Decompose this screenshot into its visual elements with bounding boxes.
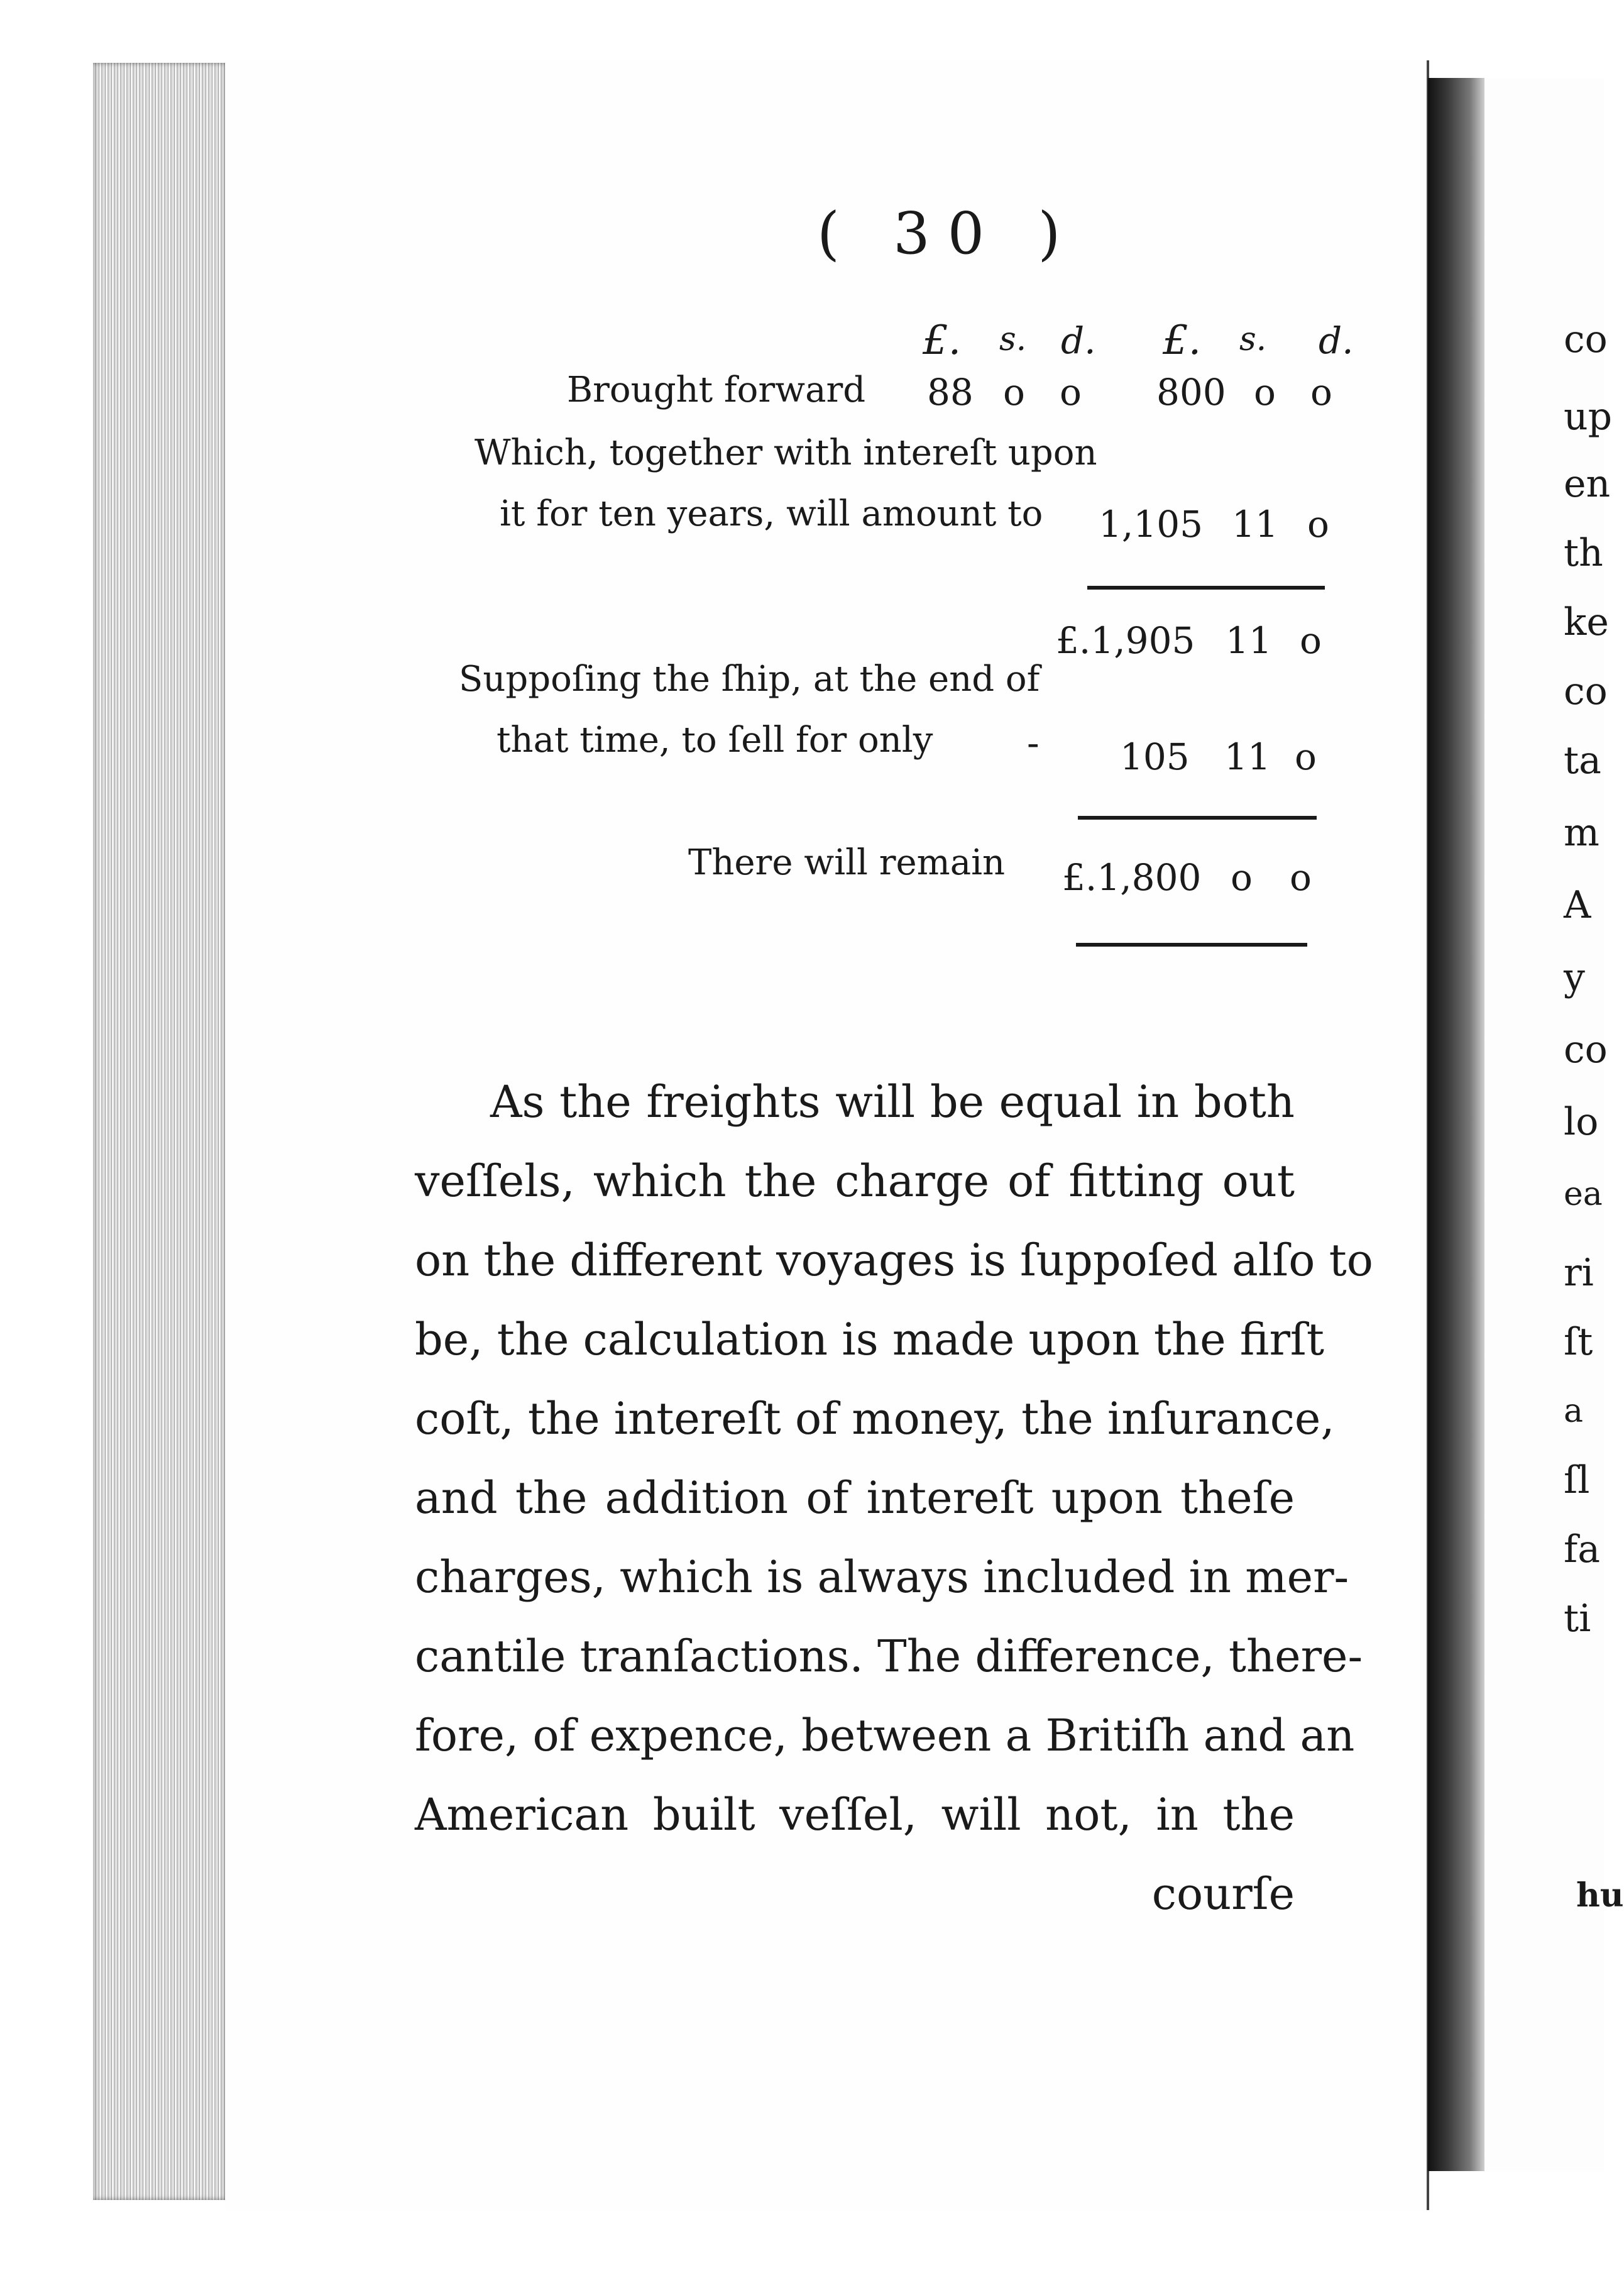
sale-pence: o xyxy=(1295,735,1317,778)
facing-page-fragment: lo xyxy=(1564,1100,1599,1144)
body-line: charges, which is always included in mer- xyxy=(415,1551,1349,1603)
facing-page-fragment: ti xyxy=(1564,1597,1591,1641)
brought-forward-pounds-2: 800 xyxy=(1156,371,1226,414)
header-shillings-1: s. xyxy=(999,321,1027,358)
page-number: ( 30 ) xyxy=(817,200,1078,267)
facing-page-fragment: co xyxy=(1564,669,1608,713)
facing-page-fragment: m xyxy=(1564,811,1599,855)
facing-page-fragment: co xyxy=(1564,317,1608,361)
header-shillings-2: s. xyxy=(1239,321,1267,358)
label-sale-line1: Suppoſing the ſhip, at the end of xyxy=(459,659,1040,700)
facing-page-fragment: ri xyxy=(1564,1251,1594,1295)
sale-shillings: 11 xyxy=(1224,735,1271,778)
facing-page-catchword: hu xyxy=(1576,1876,1624,1915)
total-pounds: £.1,905 xyxy=(1056,619,1195,662)
brought-forward-shillings-2: o xyxy=(1254,371,1276,414)
facing-page-fragment: th xyxy=(1564,531,1603,575)
facing-page-fragment: ta xyxy=(1564,739,1601,783)
body-line: American built veſſel, will not, in the xyxy=(415,1789,1295,1840)
body-line: fore, of expence, between a Britiſh and an xyxy=(415,1710,1355,1761)
facing-page-fragment: up xyxy=(1564,395,1613,439)
total-shillings: 11 xyxy=(1226,619,1272,662)
header-pence-2: d. xyxy=(1319,319,1354,362)
label-interest-line2: it for ten years, will amount to xyxy=(500,493,1043,534)
remainder-pence: o xyxy=(1290,856,1312,899)
body-paragraph xyxy=(415,1062,1373,1933)
facing-page-fragment: ea xyxy=(1564,1175,1603,1213)
total-pence: o xyxy=(1300,619,1322,662)
body-line: on the different voyages is ſuppoſed alſo to xyxy=(415,1235,1373,1286)
brought-forward-pounds-1: 88 xyxy=(927,371,974,414)
facing-page-fragment: en xyxy=(1564,462,1611,506)
header-pounds-1: £. xyxy=(923,317,962,364)
brought-forward-pence-1: o xyxy=(1060,371,1082,414)
body-line: and the addition of intereſt upon theſe xyxy=(415,1472,1295,1524)
label-interest-line1: Which, together with intereſt upon xyxy=(475,432,1097,473)
sale-pounds: 105 xyxy=(1120,735,1190,778)
facing-page-fragment: co xyxy=(1564,1028,1608,1072)
facing-page-fragment: A xyxy=(1564,883,1591,927)
body-line: veſſels, which the charge of fitting out xyxy=(415,1155,1295,1207)
interest-pounds: 1,105 xyxy=(1099,503,1204,546)
label-sale-line2: that time, to ſell for only xyxy=(497,720,933,761)
label-remainder: There will remain xyxy=(688,842,1006,883)
facing-page-fragment: ſl xyxy=(1564,1458,1590,1502)
label-brought-forward: Brought forward xyxy=(567,370,866,410)
catchword: courſe xyxy=(1151,1868,1295,1920)
facing-page-fragment: fa xyxy=(1564,1527,1600,1571)
body-line: be, the calculation is made upon the firſt xyxy=(415,1314,1324,1365)
body-line: cantile tranſactions. The difference, there- xyxy=(415,1631,1363,1682)
remainder-pounds: £.1,800 xyxy=(1062,856,1202,899)
remainder-shillings: o xyxy=(1231,856,1253,899)
brought-forward-pence-2: o xyxy=(1310,371,1332,414)
page-edges xyxy=(93,63,226,2200)
facing-page-fragment: a xyxy=(1564,1392,1584,1430)
header-pounds-2: £. xyxy=(1163,317,1202,364)
header-pence-1: d. xyxy=(1061,319,1096,362)
body-line: As the freights will be equal in both xyxy=(490,1076,1295,1128)
brought-forward-shillings-1: o xyxy=(1003,371,1025,414)
sum-rule-3 xyxy=(1076,943,1307,947)
sum-rule-2 xyxy=(1078,816,1317,820)
facing-page-fragment: y xyxy=(1564,955,1585,999)
body-line: coſt, the intereſt of money, the inſurance, xyxy=(415,1393,1335,1444)
book-gutter xyxy=(1428,78,1484,2171)
sum-rule-1 xyxy=(1087,586,1325,590)
sale-dash: - xyxy=(1027,722,1040,764)
facing-page-fragment: ſt xyxy=(1564,1320,1593,1364)
facing-page-fragment: ke xyxy=(1564,600,1609,644)
interest-shillings: 11 xyxy=(1232,503,1278,546)
interest-pence: o xyxy=(1307,503,1329,546)
